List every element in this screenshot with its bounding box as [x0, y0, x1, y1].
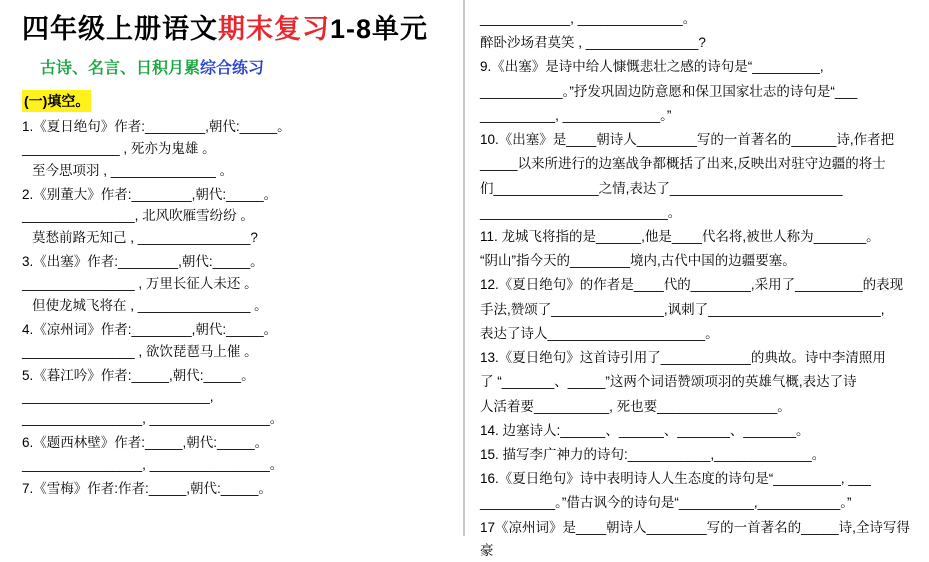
question-line: ____________, ______________。: [480, 11, 697, 26]
question-line: 了 “_______、_____”这两个词语赞颂项羽的英雄气概,表达了诗: [480, 374, 857, 390]
question-item: [22, 319, 449, 363]
question-line: _______________ , 欲饮琵琶马上催 。: [22, 343, 258, 359]
section-heading: (一)填空。: [22, 90, 91, 112]
question-line: 人活着要__________, 死也要________________。: [480, 398, 791, 414]
left-column: [0, 0, 463, 500]
page-title: [22, 14, 449, 45]
question-line: ________________, ________________。: [22, 411, 284, 427]
title-part-1: 四年级上册语文: [22, 14, 218, 44]
subtitle-part-2: 综合练习: [200, 60, 265, 78]
question-line: 16.《夏日绝句》诗中表明诗人人生态度的诗句是“_________, ___: [480, 471, 871, 487]
question-line: 17《凉州词》是____朝诗人________写的一首著名的_____诗,全诗写得豪: [480, 519, 910, 558]
question-line: 2.《别董大》作者:________,朝代:_____。: [22, 186, 278, 202]
question-line: 3.《出塞》作者:________,朝代:_____。: [22, 254, 264, 270]
question-item: [22, 184, 449, 250]
question-line: __________。”借古讽今的诗句是“__________,___________。”: [480, 495, 852, 511]
question-item: [22, 478, 449, 500]
question-line: ___________。”抒发巩固边防意愿和保卫国家壮志的诗句是“___: [480, 83, 858, 99]
question-line: _______________ , 万里长征人未还 。: [22, 276, 258, 292]
question-line: 5.《暮江吟》作者:_____,朝代:_____。: [22, 367, 255, 383]
question-line: 1.《夏日绝句》作者:________,朝代:_____。: [22, 119, 291, 135]
question-line: 11. 龙城飞将指的是______,他是____代名将,被世人称为_______。: [480, 228, 880, 244]
question-item: [22, 365, 449, 431]
question-line: 13.《夏日绝句》这首诗引用了____________的典故。诗中李清照用: [480, 350, 886, 366]
question-line: _________________________,: [22, 389, 214, 405]
question-line: _______________, 北风吹雁雪纷纷 。: [22, 208, 254, 224]
question-line: 至今思项羽 , ______________ 。: [32, 162, 234, 178]
question-line: “阴山”指今天的________境内,古代中国的边疆要塞。: [480, 253, 796, 269]
question-item: [22, 251, 449, 317]
title-part-highlight: 期末复习: [218, 14, 330, 44]
question-line: __________, _____________。”: [480, 107, 672, 123]
question-line: _____________ , 死亦为鬼雄 。: [22, 140, 216, 156]
question-item: [22, 116, 449, 182]
right-column: [470, 0, 929, 562]
question-line: 但使龙城飞将在 , _______________ 。: [32, 297, 268, 313]
question-line: 莫愁前路无知己 , _______________?: [32, 230, 258, 246]
question-line: _________________________。: [480, 204, 682, 220]
left-question-list: [22, 116, 449, 500]
question-line: 4.《凉州词》作者:________,朝代:_____。: [22, 321, 278, 337]
question-item: [22, 432, 449, 476]
question-line: 表达了诗人_____________________。: [480, 325, 719, 341]
question-line: ________________, ________________。: [22, 456, 284, 472]
question-line: 12.《夏日绝句》的作者是____代的________,采用了_________的表现: [480, 277, 904, 293]
subtitle-part-1: 古诗、名言、日积月累: [40, 60, 201, 78]
column-divider: [463, 0, 465, 536]
question-line: 手法,赞颂了_______________,讽刺了_______________________,: [480, 301, 885, 317]
question-line: 9.《出塞》是诗中给人慷慨悲壮之感的诗句是“_________,: [480, 59, 824, 75]
title-part-2: 1-8单元: [330, 14, 429, 44]
question-line: 们______________之情,表达了_______________________: [480, 180, 843, 196]
page-subtitle: [40, 55, 449, 78]
question-line: 醉卧沙场君莫笑 , _______________?: [480, 35, 706, 51]
question-line: 10.《出塞》是____朝诗人________写的一首著名的______诗,作者把: [480, 132, 895, 148]
question-line: 14. 边塞诗人:______、______、_______、_______。: [480, 422, 810, 438]
question-line: 7.《雪梅》作者:作者:_____,朝代:_____。: [22, 480, 272, 496]
question-line: _____以来所进行的边塞战争都概括了出来,反映出对驻守边疆的将士: [480, 156, 886, 172]
right-question-list: [480, 7, 915, 562]
question-line: 6.《题西林壁》作者:_____,朝代:_____。: [22, 435, 269, 451]
question-line: 15. 描写李广神力的诗句:___________,_____________。: [480, 446, 826, 462]
